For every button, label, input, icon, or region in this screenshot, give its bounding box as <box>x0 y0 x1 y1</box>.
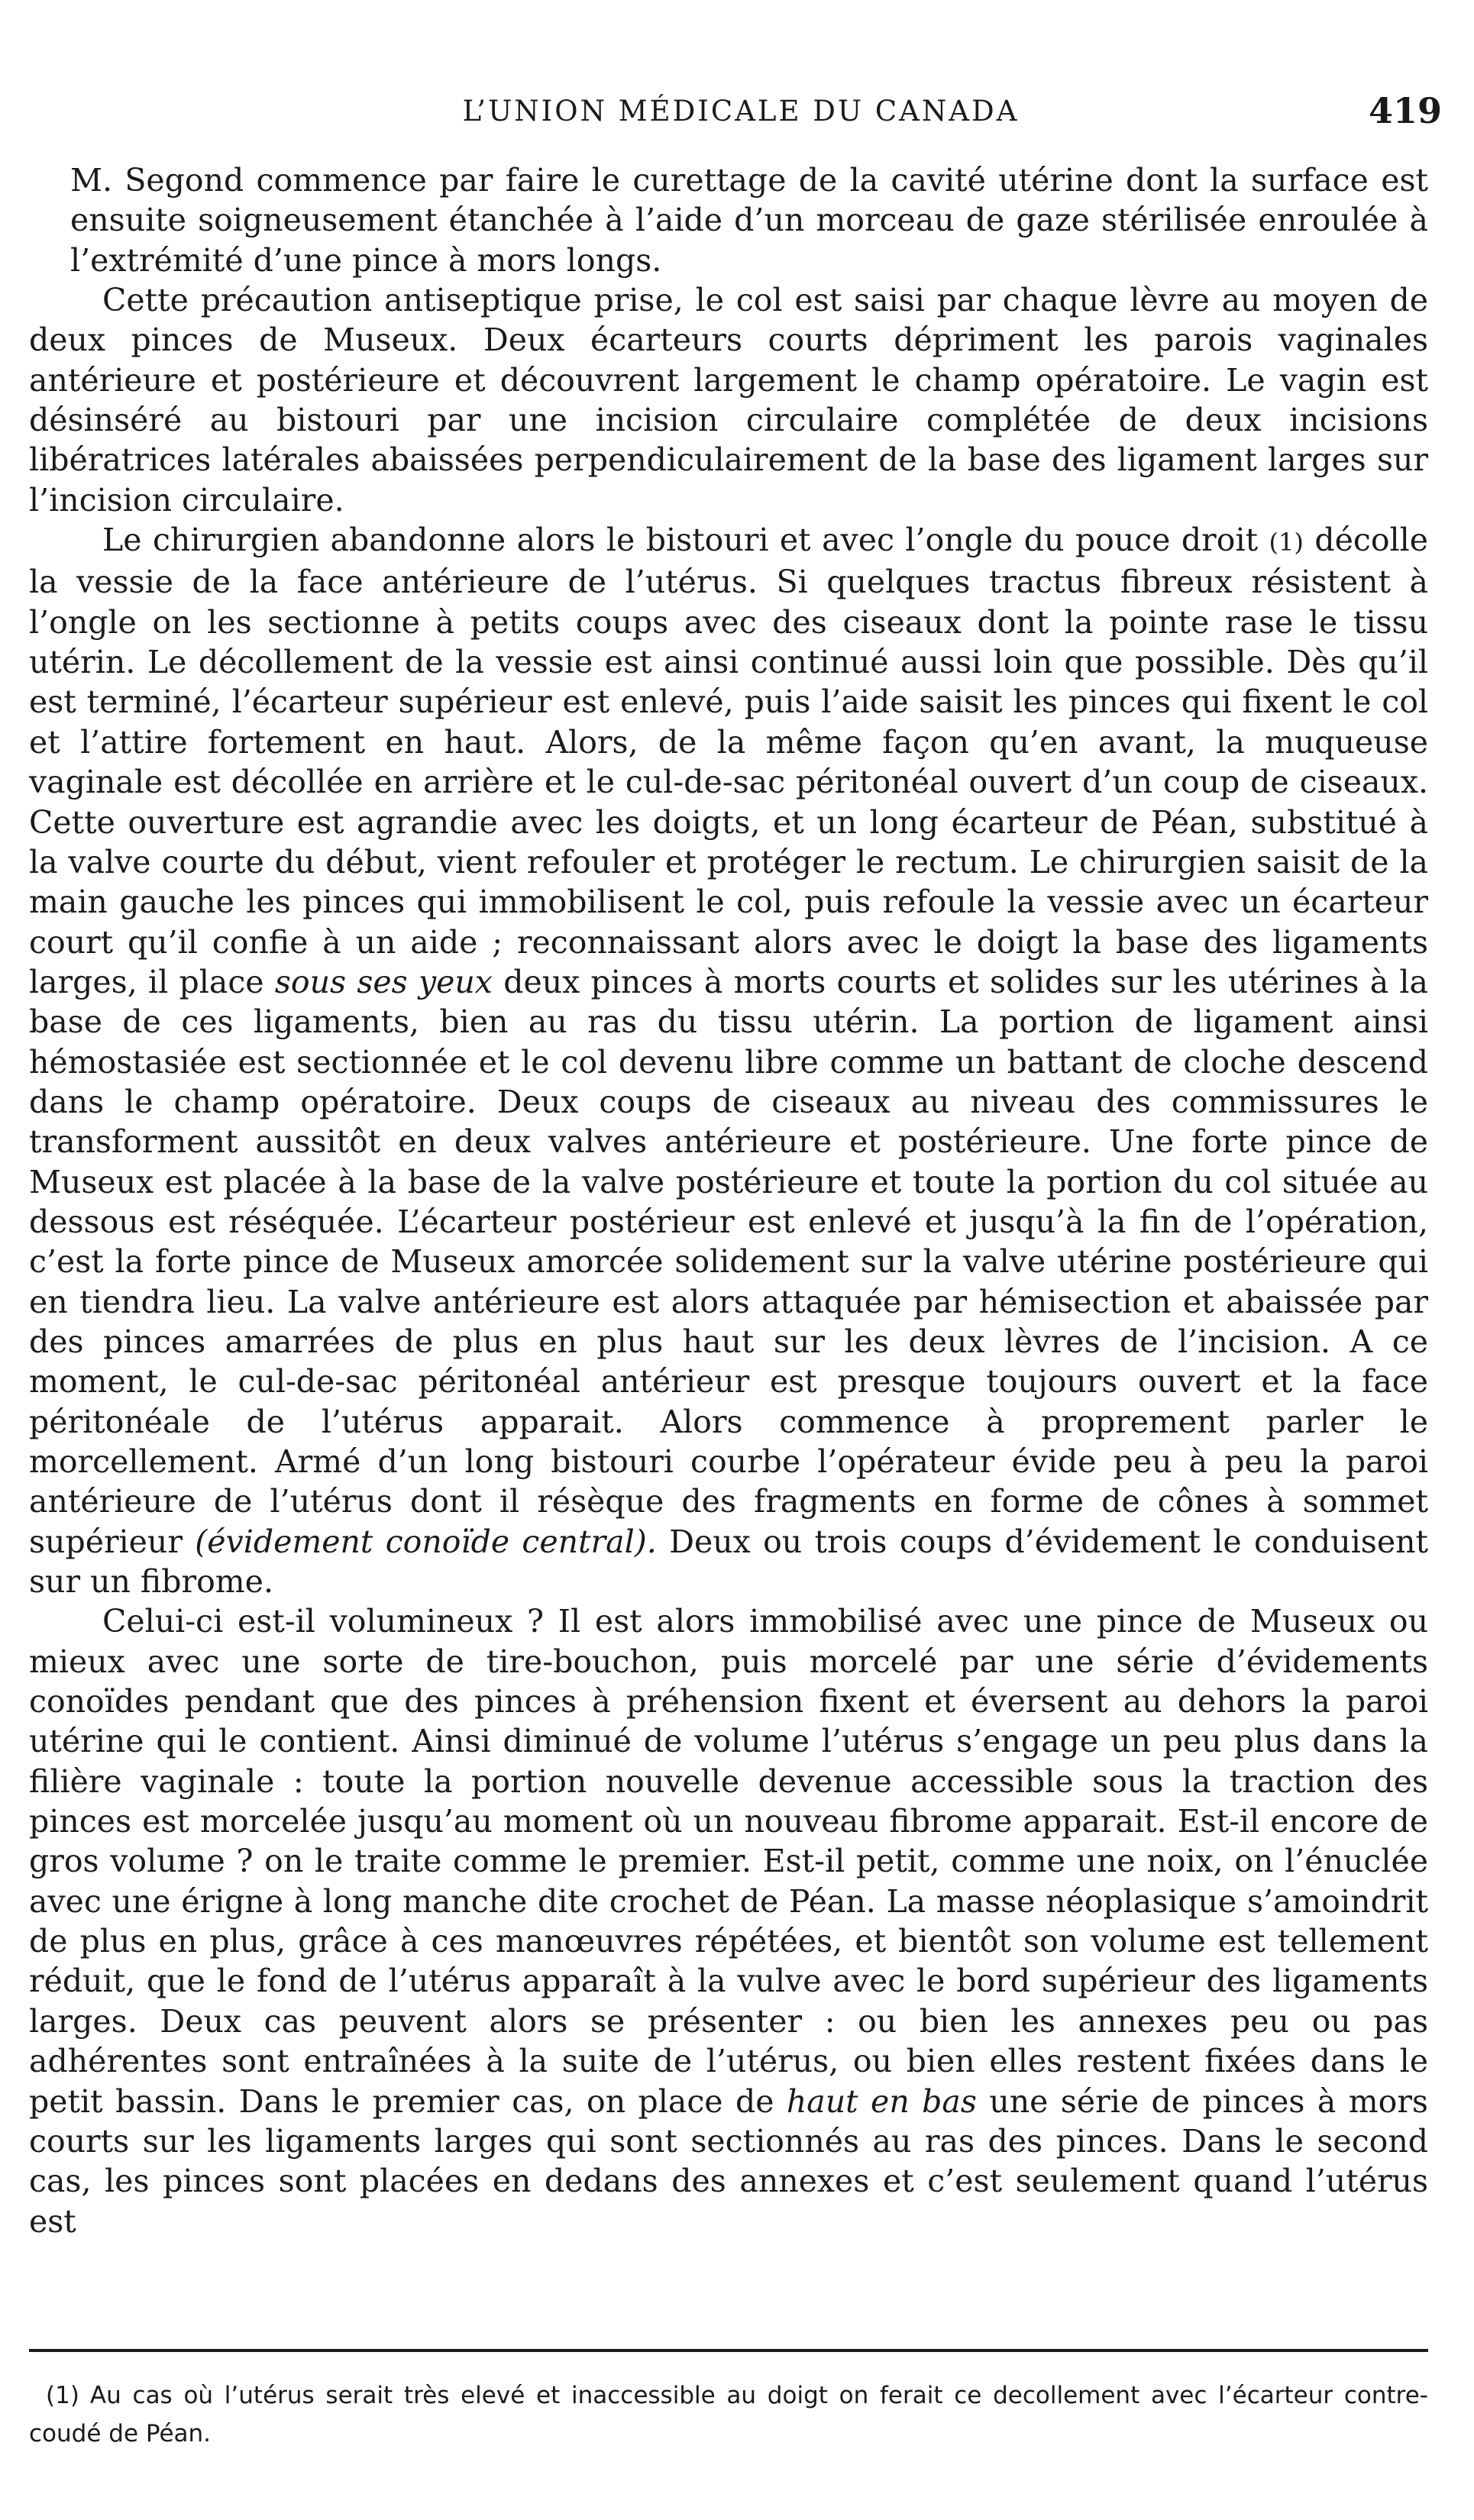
paragraph-4 <box>29 1601 1428 2241</box>
page-number: 419 <box>1368 90 1442 131</box>
running-title: L’UNION MÉDICALE DU CANADA <box>462 95 1020 128</box>
paragraph-3-text-b: décolle la vessie de la face antérieure de l’utérus. Si quelques tractus fibreux résistent à l’ongle on les sectionne à petits coups avec des ciseaux dont la pointe rase le tissu utérin. Le décollement de la vessie est ainsi continué aussi loin que possible. Dès qu’il est terminé, l’écarteur supérieur est enlevé, puis l’aide saisit les pinces qui fixent le col et l’attire fortement en haut. Alors, de la même façon qu’en avant, la muqueuse vaginale est décollée en arrière et le cul-de-sac péritonéal ouvert d’un coup de ciseaux. Cette ouverture est agrandie avec les doigts, et un long écarteur de Péan, substitué à la valve courte du début, vient refouler et protéger le rectum. Le chirurgien saisit de la main gauche les pinces qui immobilisent le col, puis refoule la vessie avec un écarteur court qu’il confie à un aide ; reconnaissant alors avec le doigt la base des ligaments larges, il place <box>29 522 1428 1000</box>
paragraph-4-text-b: une série de pinces à mors courts sur les ligaments larges qui sont sectionnés au ras des pinces. Dans le second cas, les pinces sont placées en dedans des annexes et c’est seulement quand l’utérus est <box>29 2082 1428 2240</box>
paragraph-2-text: Cette précaution antiseptique prise, le col est saisi par chaque lèvre au moyen de deux pinces de Museux. Deux écarteurs courts dépriment les parois vaginales antérieure et postérieure et découvrent largement le champ opératoire. Le vagin est désinséré au bistouri par une incision circulaire complétée de deux incisions libératrices latérales abaissées perpendiculairement de la base des ligament larges sur l’incision circulaire. <box>29 282 1428 519</box>
footnote-marker: (1) <box>46 2382 79 2409</box>
footnote-reference: (1) <box>1269 528 1304 557</box>
footnote-separator <box>29 2349 1428 2352</box>
italic-sous-ses-yeux: sous ses yeux <box>274 963 493 1000</box>
paragraph-1-text: M. Segond commence par faire le curettage de la cavité utérine dont la surface est ensuite soigneusement étanchée à l’aide d’un morceau de gaze stérilisée enroulée à l’extrémité d’une pince à mors longs. <box>70 162 1428 279</box>
body-text <box>29 160 1428 2241</box>
paragraph-2 <box>29 280 1428 520</box>
paragraph-3-text-a: Le chirurgien abandonne alors le bistouri et avec l’ongle du pouce droit <box>102 522 1259 559</box>
page-header <box>31 90 1451 136</box>
paragraph-3-text-c: deux pinces à morts courts et solides sur les utérines à la base de ces ligaments, bien au ras du tissu utérin. La portion de ligament ainsi hémostasiée est sectionnée et le col devenu libre comme un battant de cloche descend dans le champ opératoire. Deux coups de ciseaux au niveau des commissures le transforment aussitôt en deux valves antérieure et postérieure. Une forte pince de Museux est placée à la base de la valve postérieure et toute la portion du col située au dessous est réséquée. L’écarteur postérieur est enlevé et jusqu’à la fin de l’opération, c’est la forte pince de Museux amorcée solidement sur la valve utérine postérieure qui en tiendra lieu. La valve antérieure est alors attaquée par hémisection et abaissée par des pinces amarrées de plus en plus haut sur les deux lèvres de l’incision. A ce moment, le cul-de-sac péritonéal antérieur est presque toujours ouvert et la face péritonéale de l’utérus apparait. Alors commence à proprement parler le morcellement. Armé d’un long bistouri courbe l’opérateur évide peu à peu la paroi antérieure de l’utérus dont il résèque des fragments en forme de cônes à sommet supérieur <box>29 963 1428 1560</box>
paragraph-4-text-a: Celui-ci est-il volumineux ? Il est alors immobilisé avec une pince de Museux ou mieux avec une sorte de tire-bouchon, puis morcelé par une série d’évidements conoïdes pendant que des pinces à préhension fixent et éversent au dehors la paroi utérine qui le contient. Ainsi diminué de volume l’utérus s’engage un peu plus dans la filière vaginale : toute la portion nouvelle devenue accessible sous la traction des pinces est morcelée jusqu’au moment où un nouveau fibrome apparait. Est-il encore de gros volume ? on le traite comme le premier. Est-il petit, comme une noix, on l’énuclée avec une érigne à long manche dite crochet de Péan. La masse néoplasique s’amoindrit de plus en plus, grâce à ces manœuvres répétées, et bientôt son volume est tellement réduit, que le fond de l’utérus apparaît à la vulve avec le bord supérieur des ligaments larges. Deux cas peuvent alors se présenter : ou bien les annexes peu ou pas adhérentes sont entraînées à la suite de l’utérus, ou bien elles restent fixées dans le petit bassin. Dans le premier cas, on place de <box>29 1603 1428 2120</box>
italic-haut-en-bas: haut en bas <box>786 2082 977 2120</box>
footnote <box>29 2376 1428 2453</box>
paragraph-3 <box>29 520 1428 1601</box>
paragraph-3-text-d: Deux ou trois coups d’évidement le conduisent sur un fibrome. <box>29 1523 1428 1601</box>
italic-evidement-conoide: (évidement conoïde central). <box>195 1523 657 1560</box>
paragraph-1 <box>29 160 1428 280</box>
footnote-text: Au cas où l’utérus serait très elevé et inaccessible au doigt on ferait ce decollement avec l’écarteur contre-coudé de Péan. <box>29 2382 1428 2447</box>
